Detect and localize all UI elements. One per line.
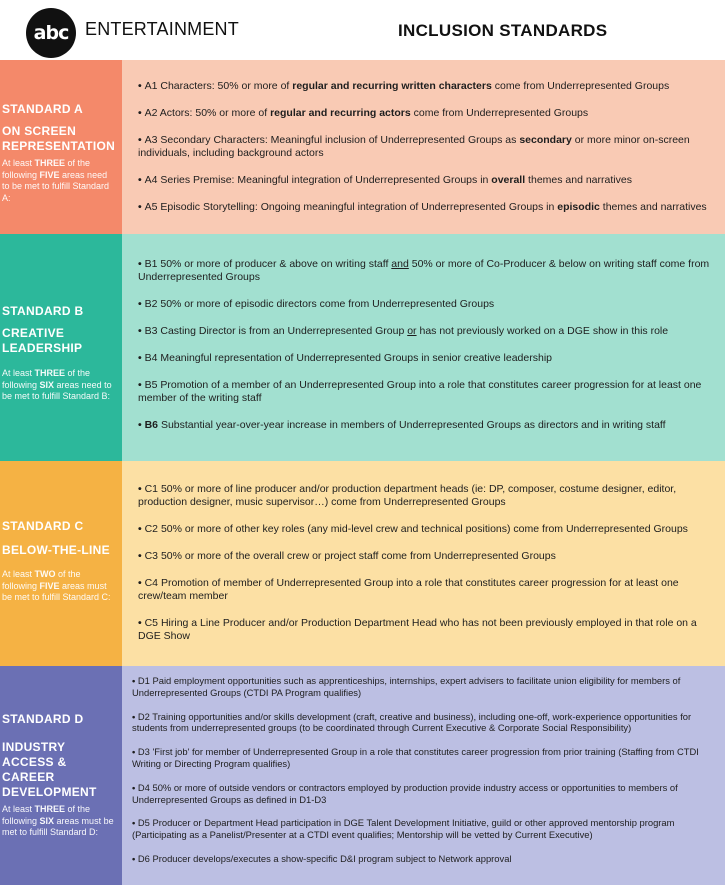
list-item: • D5 Producer or Department Head participation in DGE Talent Development Initiative, guild or other approved mentorship program (Participating as a Panelist/Presenter at a CTDI event qualifies; Mentorship will be vetted by Current Executive) (132, 817, 675, 841)
standard-c-subtitle: BELOW-THE-LINE (2, 543, 110, 557)
list-item: • A4 Series Premise: Meaningful integration of Underrepresented Groups in overall themes and narratives (138, 174, 632, 186)
standard-a-section (0, 60, 725, 234)
standard-b-items (122, 234, 725, 461)
list-item: • A5 Episodic Storytelling: Ongoing meaningful integration of Underrepresented Groups in episodic themes and narratives (138, 201, 707, 213)
standard-a-title: STANDARD A (2, 102, 83, 116)
list-item: • D2 Training opportunities and/or skills development (craft, creative and business), including one-off, work-experience opportunities for students from underrepresented groups (to be coordinated through Current Executive & Corporate Social Responsibility) (132, 710, 692, 734)
list-item: • B1 50% or more of producer & above on writing staff and 50% or more of Co-Producer & below on writing staff come from Underrepresented Groups (138, 258, 710, 283)
standard-c-section (0, 461, 725, 666)
list-item: • B4 Meaningful representation of Underrepresented Groups in senior creative leadership (138, 352, 552, 364)
list-item: • B2 50% or more of episodic directors come from Underrepresented Groups (138, 298, 495, 310)
list-item: • C4 Promotion of member of Underrepresented Group into a role that constitutes career progression for at least one crew/team member (138, 577, 679, 602)
list-item: • A3 Secondary Characters: Meaningful inclusion of Underrepresented Groups as secondary or more minor on-screen individuals, including background actors (138, 134, 690, 159)
standard-b-section (0, 234, 725, 461)
standard-b-requirement: At least THREE of the following SIX areas need to be met to fulfill Standard B: (2, 368, 112, 401)
list-item: • D3 'First job' for member of Underrepresented Group in a role that constitutes career progression from prior training (Staffing from CTDI Writing or Directing Program qualifies) (132, 746, 699, 769)
standard-a-subtitle: ON SCREEN REPRESENTATION (2, 124, 116, 153)
standard-d-requirement: At least THREE of the following SIX areas must be met to fulfill Standard D: (2, 804, 114, 837)
standard-b-title: STANDARD B (2, 304, 84, 318)
brand-name: ENTERTAINMENT (85, 19, 239, 39)
logo-text: abc (33, 22, 69, 44)
list-item: • D6 Producer develops/executes a show-specific D&I program subject to Network approval (132, 852, 512, 864)
list-item: • C5 Hiring a Line Producer and/or Production Department Head who has not been previously employed in that role on a DGE Show (138, 617, 697, 642)
standard-b-subtitle: CREATIVE LEADERSHIP (2, 326, 83, 355)
standard-d-label-panel (0, 666, 122, 885)
standard-d-section (0, 666, 725, 885)
list-item: • B3 Casting Director is from an Underrepresented Group or has not previously worked on a DGE show in this role (138, 325, 669, 337)
standard-d-items (122, 666, 725, 885)
list-item: • D4 50% or more of outside vendors or contractors employed by production provide industry access or opportunities to members of Underrepresented Groups as defined in D1-D3 (132, 781, 678, 805)
standard-c-items (122, 461, 725, 666)
standard-c-title: STANDARD C (2, 519, 84, 533)
page-title: INCLUSION STANDARDS (398, 21, 608, 40)
list-item: • A2 Actors: 50% or more of regular and recurring actors come from Underrepresented Groups (138, 107, 589, 119)
standard-d-title: STANDARD D (2, 712, 84, 726)
standard-c-label-panel (0, 461, 122, 666)
list-item: • C2 50% or more of other key roles (any mid-level crew and technical positions) come from Underrepresented Groups (138, 523, 688, 535)
standard-a-items (122, 60, 725, 234)
standard-b-label-panel (0, 234, 122, 461)
list-item: • C1 50% or more of line producer and/or production department heads (ie: DP, composer, costume designer, editor, production designer, music supervisor…) come from Underrepresented Groups (138, 483, 677, 508)
list-item: • D1 Paid employment opportunities such as apprenticeships, internships, expert advisers to facilitate union eligibility for members of Underrepresented Groups (CTDI PA Program qualifies) (132, 675, 681, 698)
abc-logo (26, 8, 76, 58)
standard-a-requirement: At least THREE of the following FIVE areas need to be met to fulfill Standard A: (2, 158, 110, 203)
header (0, 0, 725, 60)
list-item: • B5 Promotion of a member of an Underrepresented Group into a role that constitutes career progression for at least one member of the writing staff (138, 379, 702, 404)
list-item: • C3 50% or more of the overall crew or project staff come from Underrepresented Groups (138, 550, 556, 562)
standard-a-label-panel (0, 60, 122, 234)
list-item: • A1 Characters: 50% or more of regular and recurring written characters come from Underrepresented Groups (138, 80, 670, 92)
standard-d-subtitle: INDUSTRY ACCESS & CAREER DEVELOPMENT (2, 740, 97, 799)
list-item: • B6 Substantial year-over-year increase in members of Underrepresented Groups as directors and in writing staff (138, 419, 666, 431)
standard-c-requirement: At least TWO of the following FIVE areas must be met to fulfill Standard C: (2, 569, 111, 602)
